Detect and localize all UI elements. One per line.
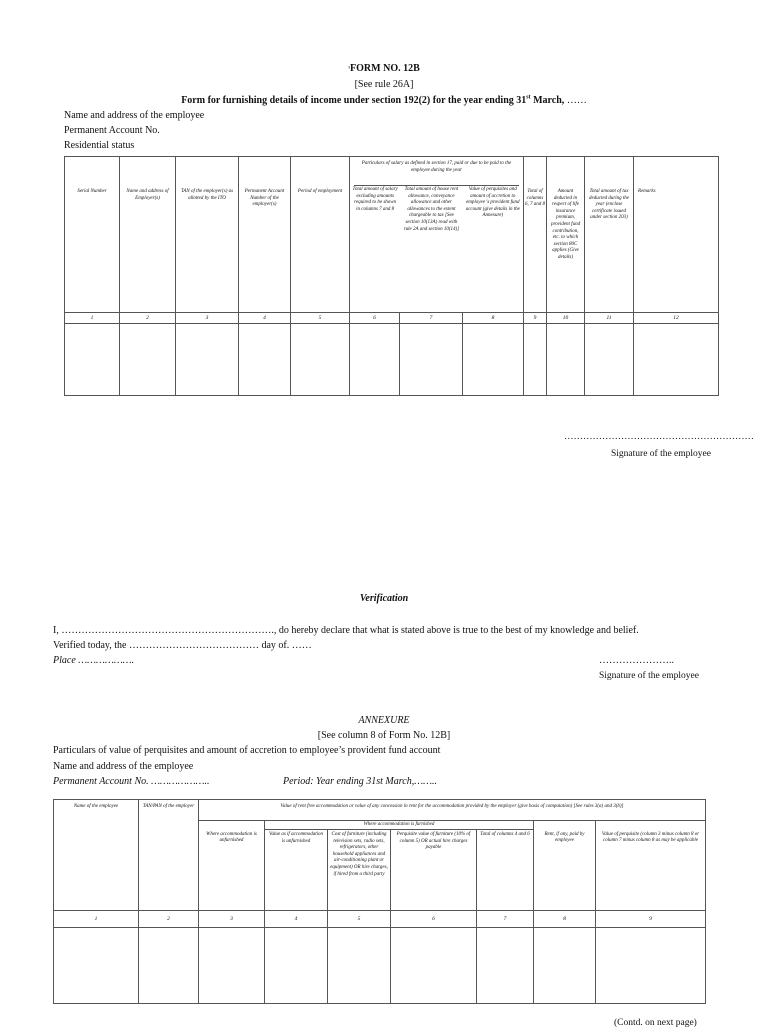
col-header-allowances: Total amount of house rent allowance, conveyance allowance and other allowances to the extent chargeable to tax [See section 10(13A) read with rule 2A and section 10(14)]: [403, 187, 460, 232]
col-header-employer: Name and address of Employer(s): [120, 157, 176, 313]
verification-date: Verified today, the ………………………………… day of. ……: [53, 640, 312, 651]
column-number-row: 1 2 3 4 5 6 7 8 9 10 11 12: [65, 313, 719, 324]
annexure-pan: Permanent Account No. ………………..: [53, 776, 210, 787]
col-header-salary: Total amount of salary excluding amounts required to be shown in columns 7 and 8: [352, 187, 398, 212]
annex-col-furniture-perquisite: Perquisite value of furniture (10% of column 5) OR actual hire charges payable: [391, 830, 477, 911]
annexure-line1: Particulars of value of perquisites and amount of accretion to employee’s provident fund account: [53, 745, 441, 756]
col-header-remarks: Remarks: [634, 157, 719, 313]
residential-status-line: Residential status: [64, 140, 135, 151]
form-rule: [See rule 26A]: [354, 79, 414, 90]
salary-group-cell: [350, 157, 524, 313]
annex-col-unfurnished: Where accommodation is unfurnished: [199, 830, 265, 911]
salary-table: [64, 156, 719, 396]
verification-declaration: I, ………………………………………………………., do hereby declare that what is stated above is true to the best of my knowledge and belief.: [53, 625, 639, 636]
pan-line: Permanent Account No.: [64, 125, 160, 136]
annex-group-header: Value of rent free accommodation or value of any concession in rent for the accommodation provided by the employer (give basis of computation) [See rules 3(a) and 3(b)]: [199, 800, 706, 821]
verification-sign-dots: …………………..: [599, 655, 674, 666]
employee-name-line: Name and address of the employee: [64, 110, 205, 121]
verification-title: Verification: [359, 593, 409, 604]
annex-col-employee: Name of the employee: [54, 800, 139, 911]
verification-sign-label: Signature of the employee: [599, 671, 699, 681]
annexure-period: Period: Year ending 31st March,……..: [283, 776, 437, 787]
col-header-total: Total of columns 6, 7 and 8: [524, 157, 547, 313]
annex-col-value-perquisite: Value of perquisite (column 3 minus column 8 or column 7 minus column 8 as may be applicable: [596, 830, 706, 911]
col-header-tan: TAN of the employer(s) as allotted by the ITO: [176, 157, 239, 313]
col-header-perquisites: Value of perquisites and amount of accretion to employee 's provident fund account (give details in the Annexure): [465, 187, 520, 219]
col-header-pan-employer: Permanent Account Number of the employer(s): [239, 157, 291, 313]
annex-col-value-unfurnished: Value as if accommodation is unfurnished: [265, 830, 328, 911]
form-title: $^{^1}$FORM NO. 12B: [348, 63, 420, 74]
col-header-tax: Total amount of tax deducted during the year (enclose certificate issued under section 203): [585, 157, 634, 313]
annex-col-total: Total of columns 4 and 6: [477, 830, 534, 911]
annex-entry-row: [54, 928, 706, 1004]
annexure-see: [See column 8 of Form No. 12B]: [317, 730, 451, 741]
annex-sub-header: Where accommodation is furnished: [265, 821, 534, 830]
col-header-serial: Serial Number: [65, 157, 120, 313]
continued-note: (Contd. on next page): [614, 1018, 697, 1028]
signature-dots: ……………………………………………………: [564, 432, 754, 442]
annex-col-tan: TAN/PAN of the employer: [139, 800, 199, 911]
footnote-mark: ¹: [348, 66, 351, 72]
annexure-title: ANNEXURE: [358, 715, 410, 726]
annex-col-rent: Rent, if any, paid by employee: [534, 830, 596, 911]
annex-number-row: 1 2 3 4 5 6 7 8 9: [54, 911, 706, 928]
signature-label: Signature of the employee: [611, 449, 711, 459]
annexure-line2: Name and address of the employee: [53, 761, 194, 772]
annexure-table: [53, 799, 706, 1004]
annex-col-furniture-cost: Cost of furniture (including television sets, radio sets, refrigerators, other household appliances and air-conditioning plant or equipment) OR hire charges, if hired from a third party: [328, 830, 391, 911]
form-subtitle: Form for furnishing details of income under section 192(2) for the year ending 31st March, ……: [181, 94, 587, 106]
salary-group-header: Particulars of salary as defined in section 17, paid or due to be paid to the employee during the year: [361, 161, 512, 173]
entry-row: [65, 324, 719, 396]
col-header-period: Period of employment: [291, 157, 350, 313]
verification-place: Place ……………….: [53, 655, 135, 666]
col-header-deduction: Amount deducted in respect of life insurance premium, provident fund contribution, etc. to which section 80C applies (Give details): [547, 157, 585, 313]
